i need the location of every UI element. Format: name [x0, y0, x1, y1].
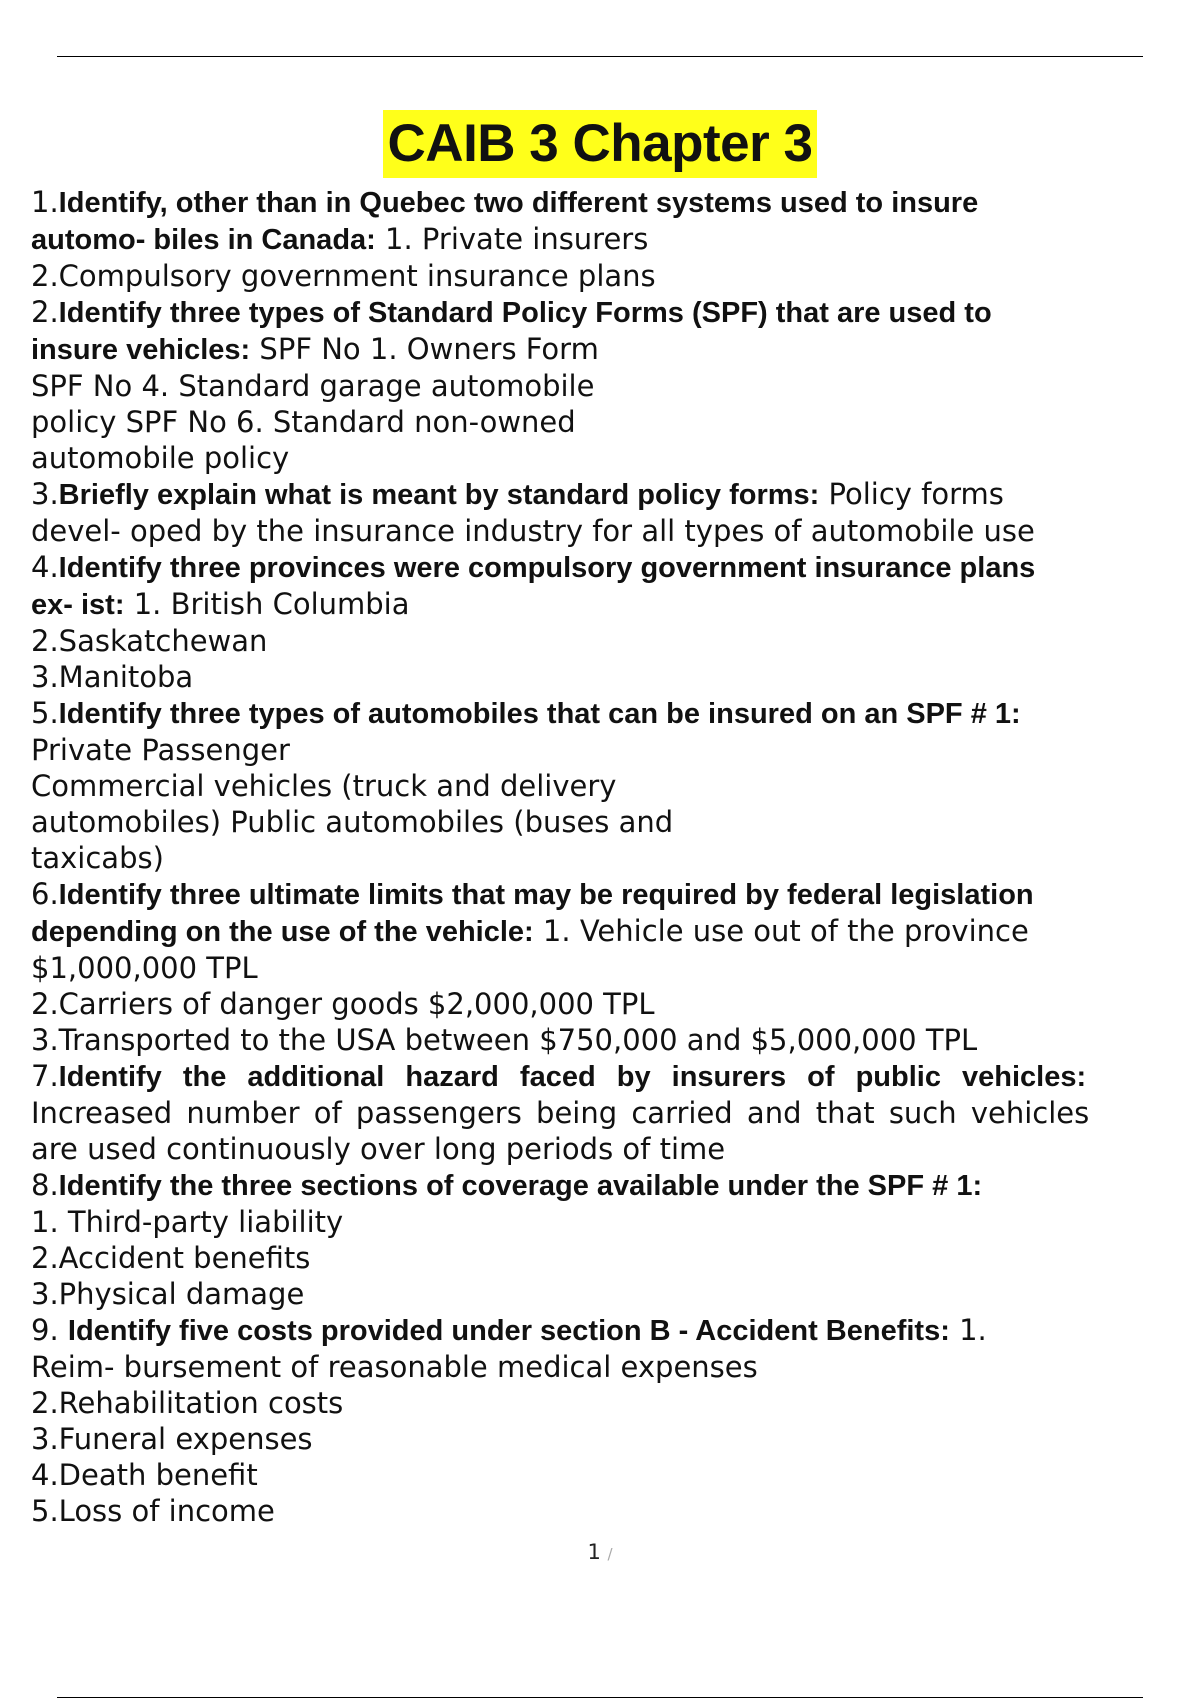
answer-text: 2.Carriers of danger goods $2,000,000 TPL — [31, 987, 655, 1021]
item-8 — [31, 1167, 1200, 1312]
item-number: 9. — [31, 1313, 68, 1347]
question-text: ex- ist: — [31, 589, 125, 621]
item-number: 1. — [31, 185, 59, 219]
answer-text: Policy forms — [819, 477, 1004, 511]
title-block — [0, 110, 1200, 178]
question-text: Identify the additional hazard faced by insurers of public vehicles: — [58, 1061, 1087, 1093]
question-text: Identify three provinces were compulsory government insurance plans — [58, 552, 1036, 584]
answer-text: policy SPF No 6. Standard non-owned — [31, 405, 576, 439]
answer-text: SPF No 4. Standard garage automobile — [31, 369, 595, 403]
answer-text: are used continuously over long periods of time — [31, 1132, 726, 1166]
question-text: depending on the use of the vehicle: — [31, 916, 534, 948]
question-text: insure vehicles: — [31, 334, 251, 366]
question-text: Briefly explain what is meant by standard policy forms: — [58, 479, 820, 511]
item-9 — [31, 1312, 1200, 1529]
answer-text: Commercial vehicles (truck and delivery — [31, 769, 617, 803]
document-title: CAIB 3 Chapter 3 — [383, 110, 818, 178]
answer-text: 3.Transported to the USA between $750,000 and $5,000,000 TPL — [31, 1023, 978, 1057]
answer-text: automobiles) Public automobiles (buses and — [31, 805, 674, 839]
document-body — [31, 184, 1200, 1529]
question-text: Identify three types of automobiles that can be insured on an SPF # 1: — [58, 698, 1021, 730]
question-text: Identify three ultimate limits that may be required by federal legislation — [58, 879, 1034, 911]
item-7 — [31, 1058, 1200, 1167]
item-number: 2. — [31, 295, 59, 329]
answer-text: Increased number of passengers being carried and that such vehicles — [31, 1096, 1090, 1130]
answer-text: SPF No 1. Owners Form — [250, 332, 599, 366]
answer-text: 1. Private insurers — [375, 222, 649, 256]
item-number: 8. — [31, 1168, 59, 1202]
answer-text: Private Passenger — [31, 733, 290, 767]
answer-text: 1. Vehicle use out of the province — [533, 914, 1029, 948]
answer-text: 2.Accident benefits — [31, 1241, 311, 1275]
item-number: 5. — [31, 696, 59, 730]
answer-text: 3.Manitoba — [31, 660, 194, 694]
item-5 — [31, 695, 1200, 876]
answer-text: Reim- bursement of reasonable medical expenses — [31, 1350, 758, 1384]
item-number: 6. — [31, 877, 59, 911]
page-number-slash: / — [607, 1545, 613, 1563]
answer-text: 2.Saskatchewan — [31, 624, 268, 658]
answer-text: 2.Compulsory government insurance plans — [31, 259, 656, 293]
bottom-rule — [57, 1697, 1143, 1698]
question-text: Identify the three sections of coverage available under the SPF # 1: — [58, 1170, 983, 1202]
answer-text: 3.Funeral expenses — [31, 1422, 313, 1456]
question-text: Identify five costs provided under section B - Accident Benefits: — [67, 1315, 950, 1347]
answer-text: 5.Loss of income — [31, 1494, 275, 1528]
page-number-value: 1 — [587, 1540, 601, 1564]
answer-text: 1. Third-party liability — [31, 1205, 344, 1239]
answer-text: 1. — [949, 1313, 987, 1347]
question-text: Identify, other than in Quebec two different systems used to insure — [58, 187, 979, 219]
answer-text: 4.Death benefit — [31, 1458, 258, 1492]
answer-text: 2.Rehabilitation costs — [31, 1386, 344, 1420]
answer-text: taxicabs) — [31, 841, 164, 875]
question-text: automo- biles in Canada: — [31, 224, 376, 256]
item-6 — [31, 876, 1200, 1058]
item-number: 4. — [31, 550, 59, 584]
answer-text: 3.Physical damage — [31, 1277, 305, 1311]
item-2 — [31, 294, 1200, 476]
answer-text: $1,000,000 TPL — [31, 951, 258, 985]
item-3 — [31, 476, 1200, 549]
item-number: 7. — [31, 1059, 59, 1093]
page-number — [0, 1540, 1200, 1564]
item-number: 3. — [31, 477, 59, 511]
answer-text: automobile policy — [31, 441, 290, 475]
answer-text: devel- oped by the insurance industry for all types of automobile use — [31, 514, 1035, 548]
question-text: Identify three types of Standard Policy Forms (SPF) that are used to — [58, 297, 992, 329]
item-1 — [31, 184, 1200, 294]
top-rule — [57, 56, 1143, 57]
item-4 — [31, 549, 1200, 695]
answer-text: 1. British Columbia — [124, 587, 410, 621]
